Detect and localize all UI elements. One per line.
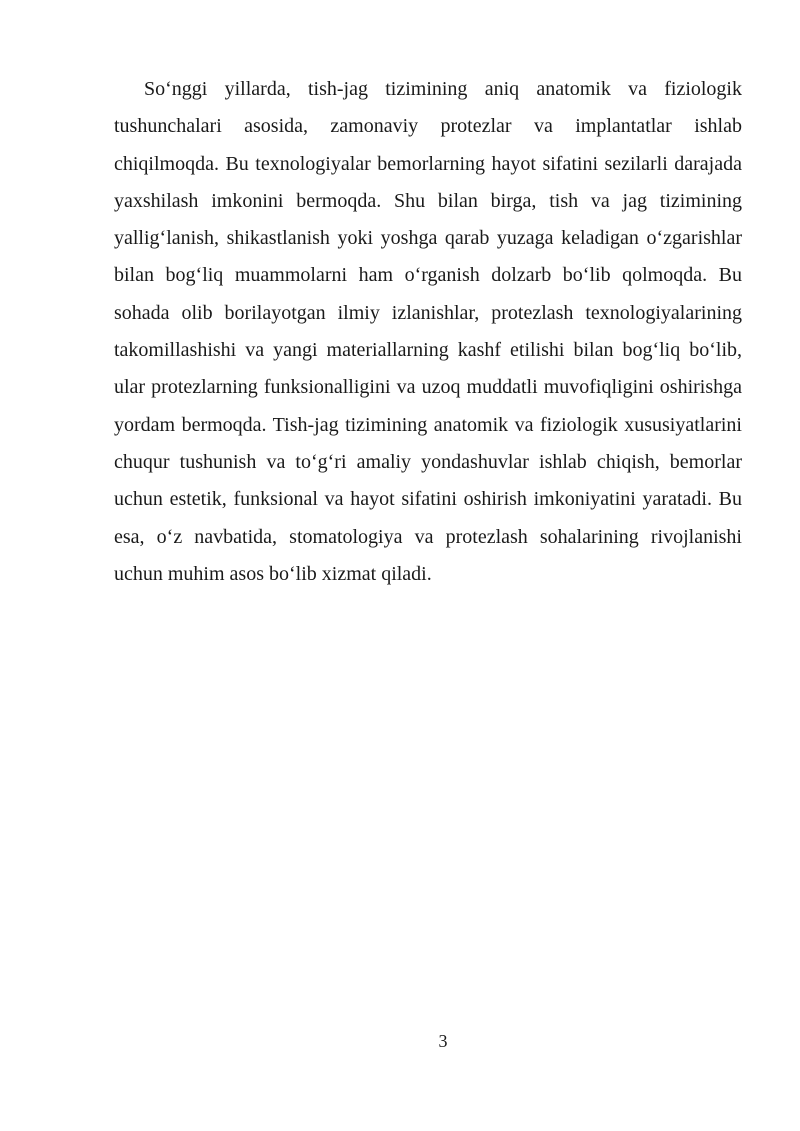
page-number: 3 xyxy=(438,1031,448,1051)
body-paragraph: So‘nggi yillarda, tish-jag tizimining aniq anatomik va fiziologik tushunchalari asosida, zamonaviy protezlar va implantatlar ishlab chiqilmoqda. Bu texnologiyalar bemorlarning hayot sifatini sezilarli darajada yaxshilash imkonini bermoqda. Shu bilan birga, tish va jag tizimining yallig‘lanish, shikastlanish yoki yoshga qarab yuzaga keladigan o‘zgarishlar bilan bog‘liq muammolarni ham o‘rganish dolzarb bo‘lib qolmoqda. Bu sohada olib borilayotgan ilmiy izlanishlar, protezlash texnologiyalarining takomillashishi va yangi materiallarning kashf etilishi bilan bog‘liq bo‘lib, ular protezlarning funksionalligini va uzoq muddatli muvofiqligini oshirishga yordam bermoqda. Tish-jag tizimining anatomik va fiziologik xususiyatlarini chuqur tushunish va to‘g‘ri amaliy yondashuvlar ishlab chiqish, bemorlar uchun estetik, funksional va hayot sifatini oshirish imkoniyatini yaratadi. Bu esa, o‘z navbatida, stomatologiya va protezlash sohalarining rivojlanishi uchun muhim asos bo‘lib xizmat qiladi. xyxy=(114,78,742,585)
